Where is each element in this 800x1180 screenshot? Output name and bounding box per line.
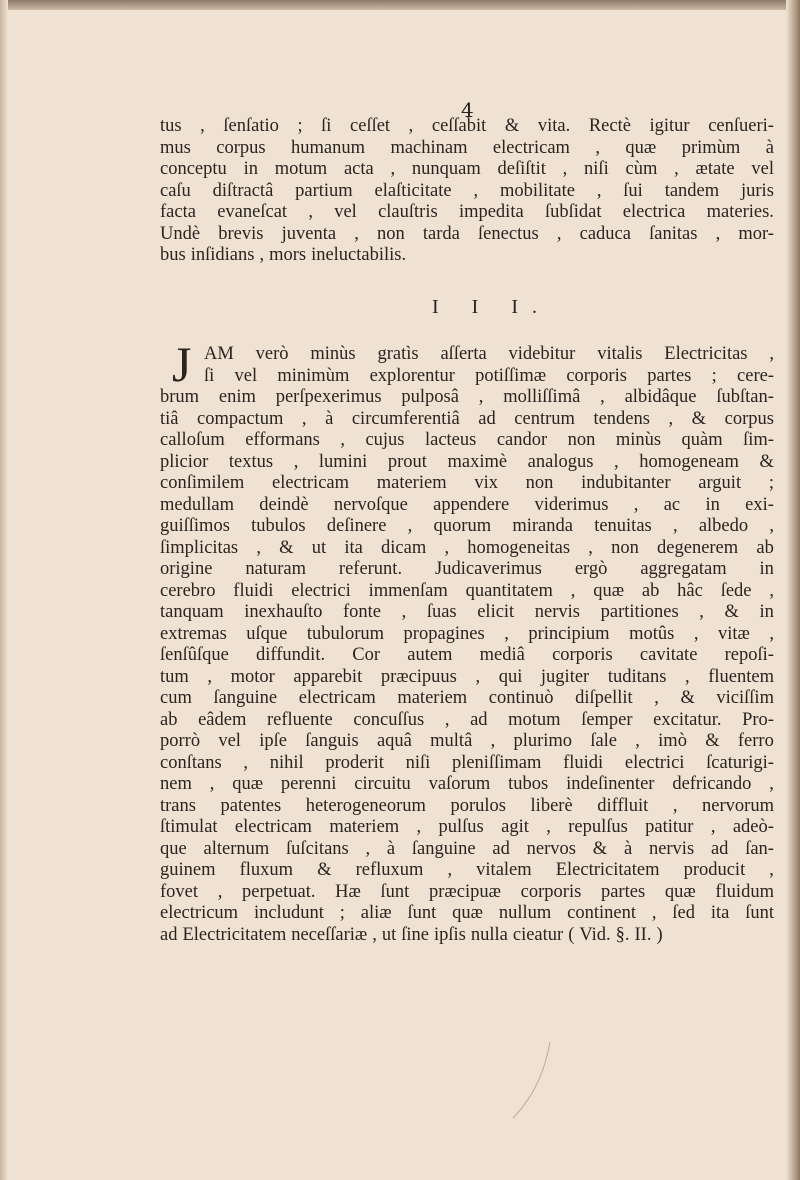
page-binding-edge (786, 0, 800, 1180)
text-line: que alternum ſuſcitans , à ſanguine ad nervos & à nervis ad ſan- (160, 838, 774, 859)
text-line: fovet , perpetuat. Hæ ſunt præcipuæ corporis partes quæ fluidum (160, 881, 774, 902)
text-line: conſimilem electricam materiem vix non indubitanter arguit ; (160, 473, 774, 493)
text-line: facta evaneſcat , vel clauſtris impedita ſubſidat electrica materies. (160, 202, 774, 222)
paragraph-1 (160, 116, 774, 267)
text-line: nem , quæ perenni circuitu vaſorum tubos indeſinenter defricando , (160, 774, 774, 794)
text-line: electricum includunt ; aliæ ſunt quæ nullum continent , ſed ita ſunt (160, 903, 774, 923)
text-line: ad Electricitatem neceſſariæ , ut ſine ipſis nulla cieatur ( Vid. §. II. ) (160, 924, 663, 945)
text-line: plicior textus , lumini prout maximè analogus , homogeneam & (160, 451, 774, 472)
text-line: Undè brevis juventa , non tarda ſenectus , caduca ſanitas , mor- (160, 223, 774, 244)
text-line: bus inſidians , mors ineluctabilis. (160, 245, 407, 265)
text-line: guinem fluxum & refluxum , vitalem Electricitatem producit , (160, 860, 774, 880)
text-line: tus , ſenſatio ; ſi ceſſet , ceſſabit & vita. Rectè igitur cenſueri- (160, 116, 774, 136)
paragraph-2 (160, 336, 774, 946)
page-top-edge (0, 0, 800, 10)
text-line: porrò vel ipſe ſanguis aquâ multâ , plurimo ſale , imò & ferro (160, 731, 774, 751)
drop-cap: J (172, 336, 192, 392)
text-line: conceptu in motum acta , nunquam deſiſtit , niſi cùm , ætate vel (160, 159, 774, 179)
text-line: trans patentes heterogeneorum porulos liberè diffluit , nervorum (160, 795, 774, 816)
text-line: AM verò minùs gratìs aſſerta videbitur vitalis Electricitas , (204, 344, 774, 364)
text-line: tum , motor apparebit præcipuus , qui jugiter tuditans , fluentem (160, 666, 774, 687)
text-line: mus corpus humanum machinam electricam , quæ primùm à (160, 137, 774, 158)
text-line: origine naturam referunt. Judicaverimus ergò aggregatam in (160, 559, 774, 579)
text-line: ſi vel minimùm explorentur potiſſimæ corporis partes ; cere- (204, 365, 774, 386)
page-left-edge (0, 0, 8, 1180)
pen-mark (505, 1040, 565, 1120)
text-line: ab eâdem refluente concuſſus , ad motum ſemper excitatur. Pro- (160, 709, 774, 730)
text-line: ſenſûſque diffundit. Cor autem mediâ corporis cavitate repoſi- (160, 645, 774, 665)
text-line: tiâ compactum , à circumferentiâ ad centrum tendens , & corpus (160, 408, 774, 429)
text-line: ſimplicitas , & ut ita dicam , homogeneitas , non degenerem ab (160, 537, 774, 558)
text-line: conſtans , nihil proderit niſi pleniſſimam fluidi electrici ſcaturigi- (160, 752, 774, 773)
text-line: cerebro fluidi electrici immenſam quantitatem , quæ ab hâc ſede , (160, 580, 774, 601)
text-line: extremas uſque tubulorum propagines , principium motûs , vitæ , (160, 623, 774, 644)
text-line: caſu diſtractâ partium elaſticitate , mobilitate , ſui tandem juris (160, 180, 774, 201)
text-line: cum ſanguine electricam materiem continuò diſpellit , & viciſſim (160, 688, 774, 708)
text-line: guiſſimos tubulos deſinere , quorum miranda tenuitas , albedo , (160, 516, 774, 536)
page-number: 4 (461, 98, 474, 122)
text-line: medullam deindè nervoſque appendere viderimus , ac in exi- (160, 494, 774, 515)
text-line: calloſum efformans , cujus lacteus candor non minùs quàm ſim- (160, 430, 774, 450)
text-line: ſtimulat electricam materiem , pulſus agit , repulſus patitur , adeò- (160, 817, 774, 837)
section-heading: I I I. (432, 296, 551, 318)
text-line: brum enim perſpexerimus pulposâ , molliſſimâ , albidâque ſubſtan- (160, 387, 774, 407)
text-line: tanquam inexhauſto fonte , ſuas elicit nervis partitiones , & in (160, 602, 774, 622)
